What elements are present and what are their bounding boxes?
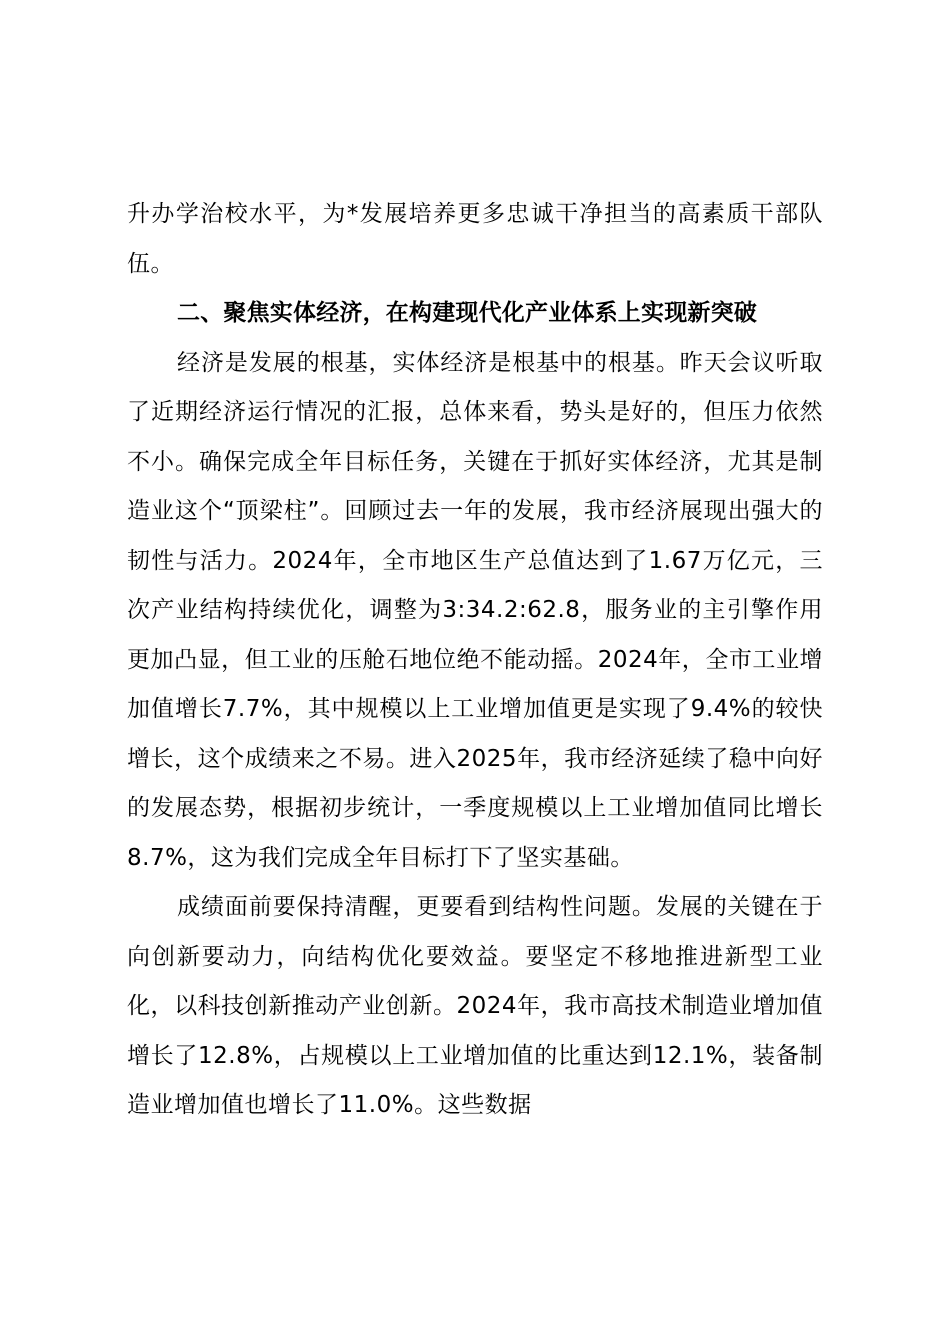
continuation-paragraph: 升办学治校水平，为*发展培养更多忠诚干净担当的高素质干部队伍。	[127, 201, 823, 277]
section-heading: 二、聚焦实体经济，在构建现代化产业体系上实现新突破	[177, 300, 757, 326]
body-text	[127, 190, 823, 1131]
body-paragraph: 成绩面前要保持清醒，更要看到结构性问题。发展的关键在于向创新要动力，向结构优化要效益。要坚定不移地推进新型工业化，以科技创新推动产业创新。2024年，我市高技术制造业增加值增长了12.8%，占规模以上工业增加值的比重达到12.1%，装备制造业增加值也增长了11.0%。这些数据	[127, 894, 823, 1118]
body-paragraph: 经济是发展的根基，实体经济是根基中的根基。昨天会议听取了近期经济运行情况的汇报，总体来看，势头是好的，但压力依然不小。确保完成全年目标任务，关键在于抓好实体经济，尤其是制造业这个“顶梁柱”。回顾过去一年的发展，我市经济展现出强大的韧性与活力。2024年，全市地区生产总值达到了1.67万亿元，三次产业结构持续优化，调整为3:34.2:62.8，服务业的主引擎作用更加凸显，但工业的压舱石地位绝不能动摇。2024年，全市工业增加值增长7.7%，其中规模以上工业增加值更是实现了9.4%的较快增长，这个成绩来之不易。进入2025年，我市经济延续了稳中向好的发展态势，根据初步统计，一季度规模以上工业增加值同比增长8.7%，这为我们完成全年目标打下了坚实基础。	[127, 349, 823, 871]
